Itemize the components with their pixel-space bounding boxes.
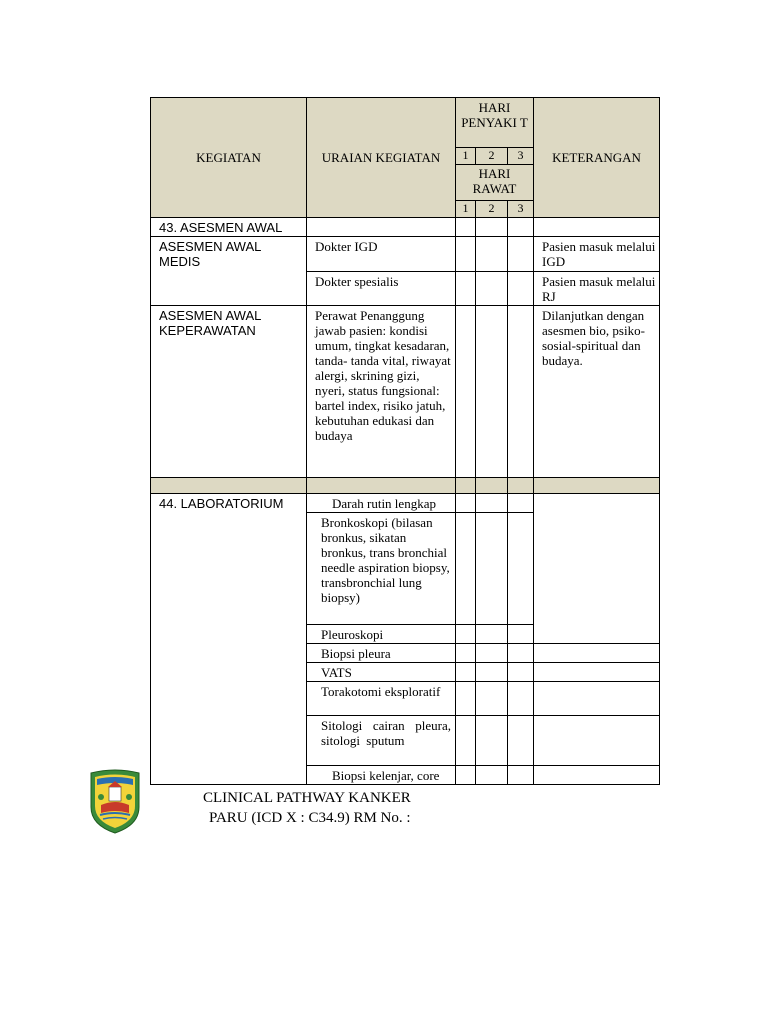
header-kegiatan: KEGIATAN [151, 98, 307, 218]
header-uraian-kegiatan: URAIAN KEGIATAN [307, 98, 456, 218]
hospital-logo-icon [88, 769, 142, 835]
day-number: 3 [508, 148, 534, 165]
uraian-cell: Biopsi pleura [307, 644, 456, 663]
uraian-cell: Dokter spesialis [307, 272, 456, 306]
uraian-cell: Dokter IGD [307, 237, 456, 272]
table-row [151, 306, 660, 478]
clinical-pathway-table [150, 97, 660, 785]
uraian-cell: Darah rutin lengkap [307, 494, 456, 513]
uraian-cell: Sitologi cairan pleura, sitologi sputum [307, 716, 456, 766]
day-number: 2 [476, 201, 508, 218]
day-number: 1 [456, 148, 476, 165]
header-hari-rawat: HARI RAWAT [456, 165, 534, 201]
uraian-cell: Bronkoskopi (bilasan bronkus, sikatan bronkus, trans bronchial needle aspiration biopsy, transbronchial lung biopsy) [307, 513, 456, 625]
asesmen-medis-label: ASESMEN AWAL MEDIS [151, 237, 307, 306]
header-keterangan: KETERANGAN [534, 98, 660, 218]
keterangan-cell: Dilanjutkan dengan asesmen bio, psiko-sosial-spiritual dan budaya. [534, 306, 660, 478]
document-footer [203, 788, 411, 828]
keterangan-cell: Pasien masuk melalui IGD [534, 237, 660, 272]
table-row [151, 218, 660, 237]
keterangan-cell: Pasien masuk melalui RJ [534, 272, 660, 306]
day-number: 3 [508, 201, 534, 218]
table-row [151, 237, 660, 272]
day-number: 2 [476, 148, 508, 165]
uraian-cell: Torakotomi eksploratif [307, 682, 456, 716]
table-row [151, 494, 660, 513]
section-title-asesmen: 43. ASESMEN AWAL [151, 218, 307, 237]
footer-line-2: PARU (ICD X : C34.9) RM No. : [209, 810, 411, 826]
separator-row [151, 478, 660, 494]
uraian-cell: Perawat Penanggung jawab pasien: kondisi umum, tingkat kesadaran, tanda- tanda vital, riwayat alergi, skrining gizi, nyeri, status fungsional: bartel index, risiko jatuh, kebutuhan edukasi dan budaya [307, 306, 456, 478]
uraian-cell: Biopsi kelenjar, core [307, 766, 456, 785]
uraian-cell: VATS [307, 663, 456, 682]
uraian-cell: Pleuroskopi [307, 625, 456, 644]
header-hari-penyakit: HARI PENYAKI T [456, 98, 534, 148]
section-title-laboratorium: 44. LABORATORIUM [151, 494, 307, 785]
day-number: 1 [456, 201, 476, 218]
footer-line-1: CLINICAL PATHWAY KANKER [203, 790, 411, 806]
asesmen-keperawatan-label: ASESMEN AWAL KEPERAWATAN [151, 306, 307, 478]
